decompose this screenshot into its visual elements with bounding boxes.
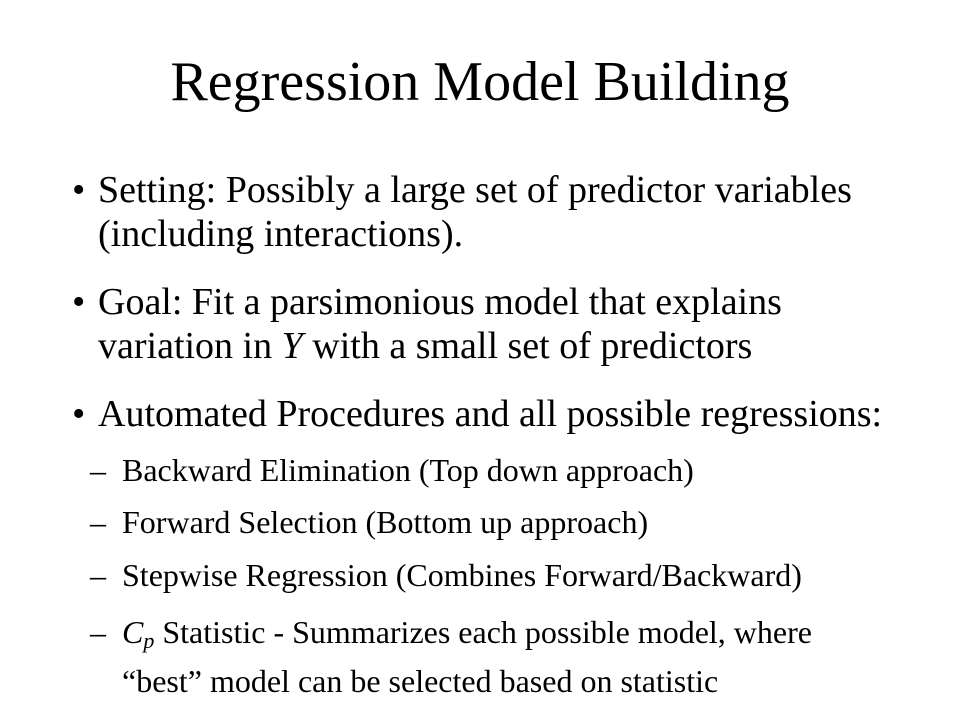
cp-letter: C <box>122 614 144 650</box>
subbullet-stepwise <box>90 555 910 595</box>
bullet-line: Automated Procedures and all possible regressions: <box>98 393 883 435</box>
subbullet-line <box>90 612 910 661</box>
subbullet-text: Statistic - Summarizes each possible model, where <box>154 614 812 650</box>
subbullet-marker: – <box>90 452 106 488</box>
subbullet-backward <box>90 450 910 490</box>
bullet-automated <box>72 392 912 436</box>
subbullet-marker: – <box>90 614 106 650</box>
subbullet-forward <box>90 502 910 542</box>
bullet-text: variation in <box>98 325 282 367</box>
bullet-marker: • <box>72 393 86 435</box>
bullet-line: Setting: Possibly a large set of predictor variables <box>98 169 852 211</box>
subbullet-text: Stepwise Regression (Combines Forward/Backward) <box>122 557 802 593</box>
subbullet-line: “best” model can be selected based on statistic <box>122 663 719 699</box>
bullet-marker: • <box>72 169 86 211</box>
subbullet-marker: – <box>90 504 106 540</box>
slide-title: Regression Model Building <box>170 51 790 113</box>
bullet-line <box>72 324 912 368</box>
bullet-marker: • <box>72 281 86 323</box>
bullet-setting <box>72 168 912 256</box>
subbullet-text: Forward Selection (Bottom up approach) <box>122 504 649 540</box>
cp-subscript: p <box>143 628 155 653</box>
bullet-text: with a small set of predictors <box>302 325 753 367</box>
bullet-goal <box>72 280 912 368</box>
subbullet-cp-statistic <box>90 612 910 701</box>
variable-y: Y <box>281 325 303 367</box>
bullet-line: Goal: Fit a parsimonious model that explains <box>98 281 782 323</box>
subbullet-marker: – <box>90 557 106 593</box>
subbullet-text: Backward Elimination (Top down approach) <box>122 452 694 488</box>
bullet-line: (including interactions). <box>98 213 464 255</box>
